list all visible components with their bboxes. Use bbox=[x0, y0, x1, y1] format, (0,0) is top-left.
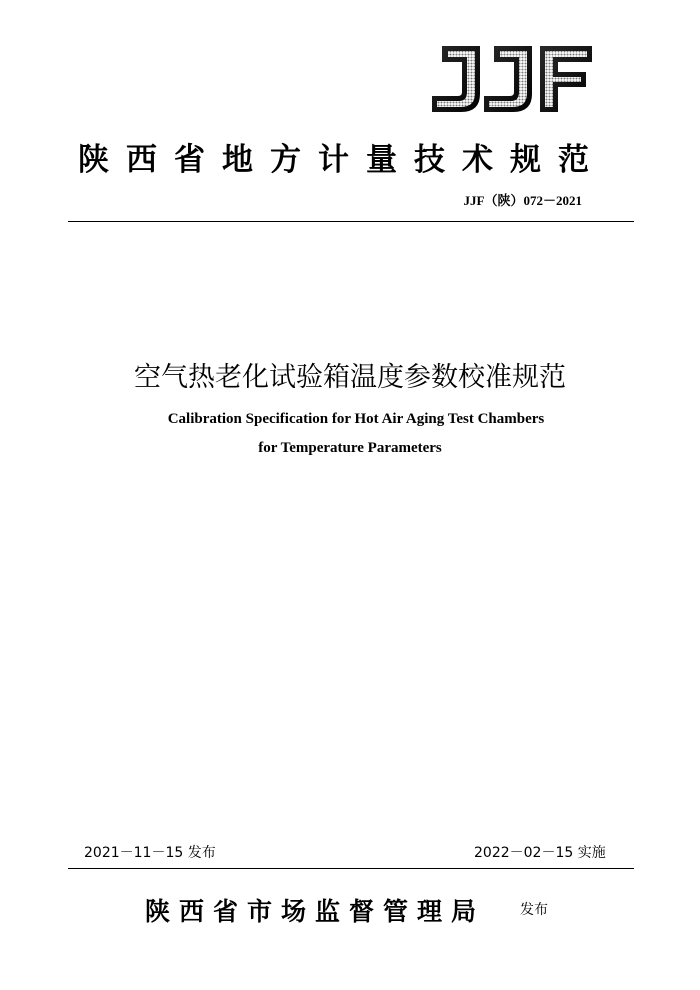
standard-series-title: 陕西省地方计量技术规范 bbox=[78, 142, 606, 178]
top-divider bbox=[68, 221, 634, 222]
publisher-suffix: 发布 bbox=[520, 902, 548, 918]
publisher-name: 陕西省市场监督管理局 bbox=[145, 897, 486, 926]
standard-code: JJF（陕）072－2021 bbox=[463, 193, 582, 208]
document-title-chinese: 空气热老化试验箱温度参数校准规范 bbox=[134, 362, 566, 393]
document-title-english-line1: Calibration Specification for Hot Air Aging Test Chambers bbox=[167, 411, 545, 427]
bottom-divider bbox=[68, 868, 634, 869]
issue-date: 2021－11－15 发布 bbox=[84, 845, 216, 861]
document-title-english-line2: for Temperature Parameters bbox=[258, 440, 442, 456]
jjf-logo bbox=[428, 44, 594, 114]
implementation-date: 2022－02－15 实施 bbox=[474, 845, 606, 861]
